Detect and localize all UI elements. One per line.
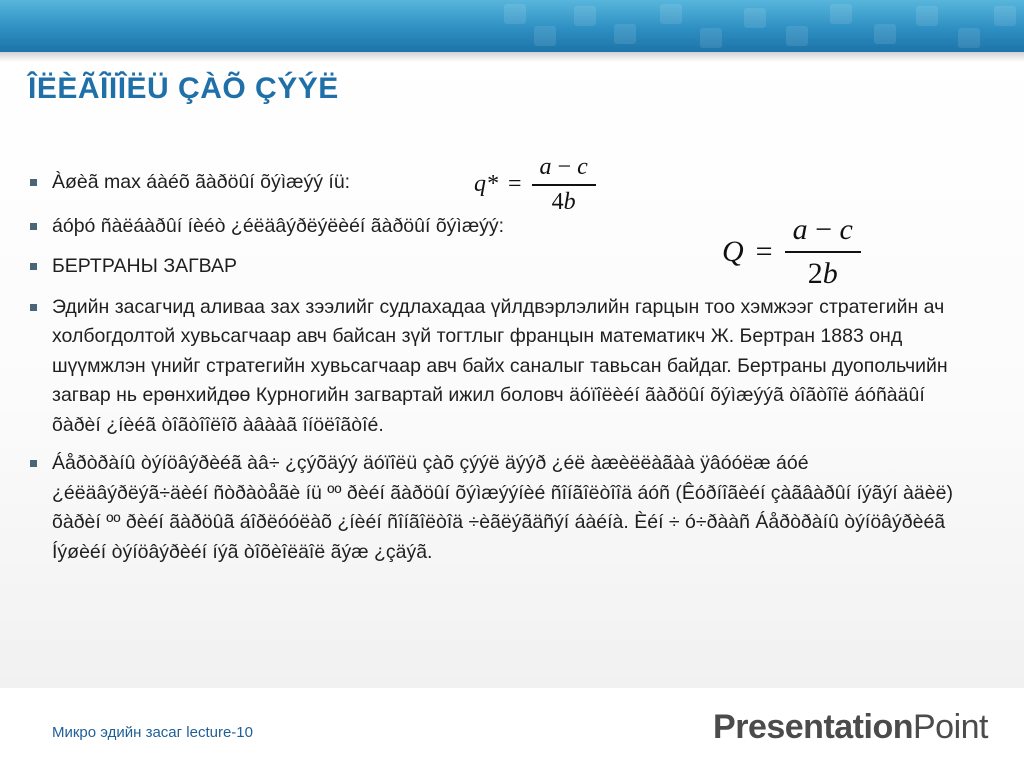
brand-logo bbox=[713, 708, 988, 747]
header-band bbox=[0, 0, 1024, 52]
formula-equals: = bbox=[508, 171, 522, 198]
formula-lhs: Q bbox=[722, 234, 744, 268]
bullet-text: Àøèã max áàéõ ãàðöûí õýìæýý íü: bbox=[52, 171, 351, 193]
formula-firm-output bbox=[474, 154, 596, 216]
header-shadow bbox=[0, 52, 1024, 62]
bullet-text: Áåðòðàíû òýíöâýðèéã àâ÷ ¿çýõäýý äóïîëü çàõ çýýë äýýð ¿éë àæèëëàãàà ÿâóóëæ áóé ¿éëäâýðëýã÷äèéí ñòðàòåãè íü ºº ðèéí ãàðöûí õýìæýýíèé ñîíãîëòîîä áóñ (Êóðíîãèéí çàãâàðûí íýãýí àäèë) õàðèí ºº ðèéí ãàðöûã áîðëóóëàõ ¿íèéí ñîíãîëòîä ÷èãëýãäñýí áàéíà. Èéí ÷ ó÷ðààñ Áåðòðàíû òýíöâýðèéã Íýøèéí òýíöâýðèéí íýã òîõèîëäîë ãýæ ¿çäýã. bbox=[52, 452, 953, 563]
bullet-text: áóþó ñàëáàðûí íèéò ¿éëäâýðëýëèéí ãàðöûí õýìæýý: bbox=[52, 214, 505, 237]
bullet-text: БЕРТРАНЫ ЗАГВАР bbox=[52, 255, 238, 277]
formula-equals: = bbox=[755, 234, 773, 268]
formula-lhs: q* bbox=[474, 171, 498, 198]
brand-logo-bold: Presentation bbox=[713, 708, 913, 746]
formula-total-output bbox=[722, 213, 861, 291]
bullet-item-bertrand-equilibrium bbox=[30, 449, 960, 567]
bullet-square-icon bbox=[30, 304, 37, 311]
formula-fraction bbox=[785, 213, 861, 291]
formula-denominator: 2b bbox=[807, 256, 838, 290]
bullet-text: Эдийн засагчид аливаа зах зээлийг судлахадаа үйлдвэрлэлийн гарцын тоо хэмжээг стратегийн ач холбогдолтой хувьсагчаар авч байсан зүй тогтлыг францын математикч Ж. Бертран 1883 онд шүүмжлэн үнийг стратегийн хувьсагчаар авч байх саналыг тавьсан байдаг. Бертраны дуопольчийн загвар нь ерөнхийдөө Курногийн загвартай ижил боловч äóïîëèéí ãàðöûí õýìæýýã òîãòîîë áóñàäûí õàðèí ¿íèéã òîãòîîëîõ àâààã îíöëîãòîé. bbox=[52, 295, 948, 436]
bullet-square-icon bbox=[30, 263, 37, 270]
formula-numerator: a − c bbox=[792, 213, 853, 246]
brand-logo-light: Point bbox=[913, 708, 988, 746]
bullet-item-bertrand-description bbox=[30, 293, 960, 441]
formula-numerator: a − c bbox=[539, 154, 588, 180]
header-tile-pattern bbox=[464, 0, 1024, 52]
slide-title: ÎËÈÃÎÏÎËÜ ÇÀÕ ÇÝÝË bbox=[28, 72, 339, 105]
formula-fraction bbox=[532, 154, 596, 216]
bullet-square-icon bbox=[30, 223, 37, 230]
bullet-square-icon bbox=[30, 179, 37, 186]
bullet-square-icon bbox=[30, 460, 37, 467]
formula-denominator: 4b bbox=[551, 188, 576, 215]
footer-caption: Микро эдийн засаг lecture-10 bbox=[52, 724, 253, 741]
